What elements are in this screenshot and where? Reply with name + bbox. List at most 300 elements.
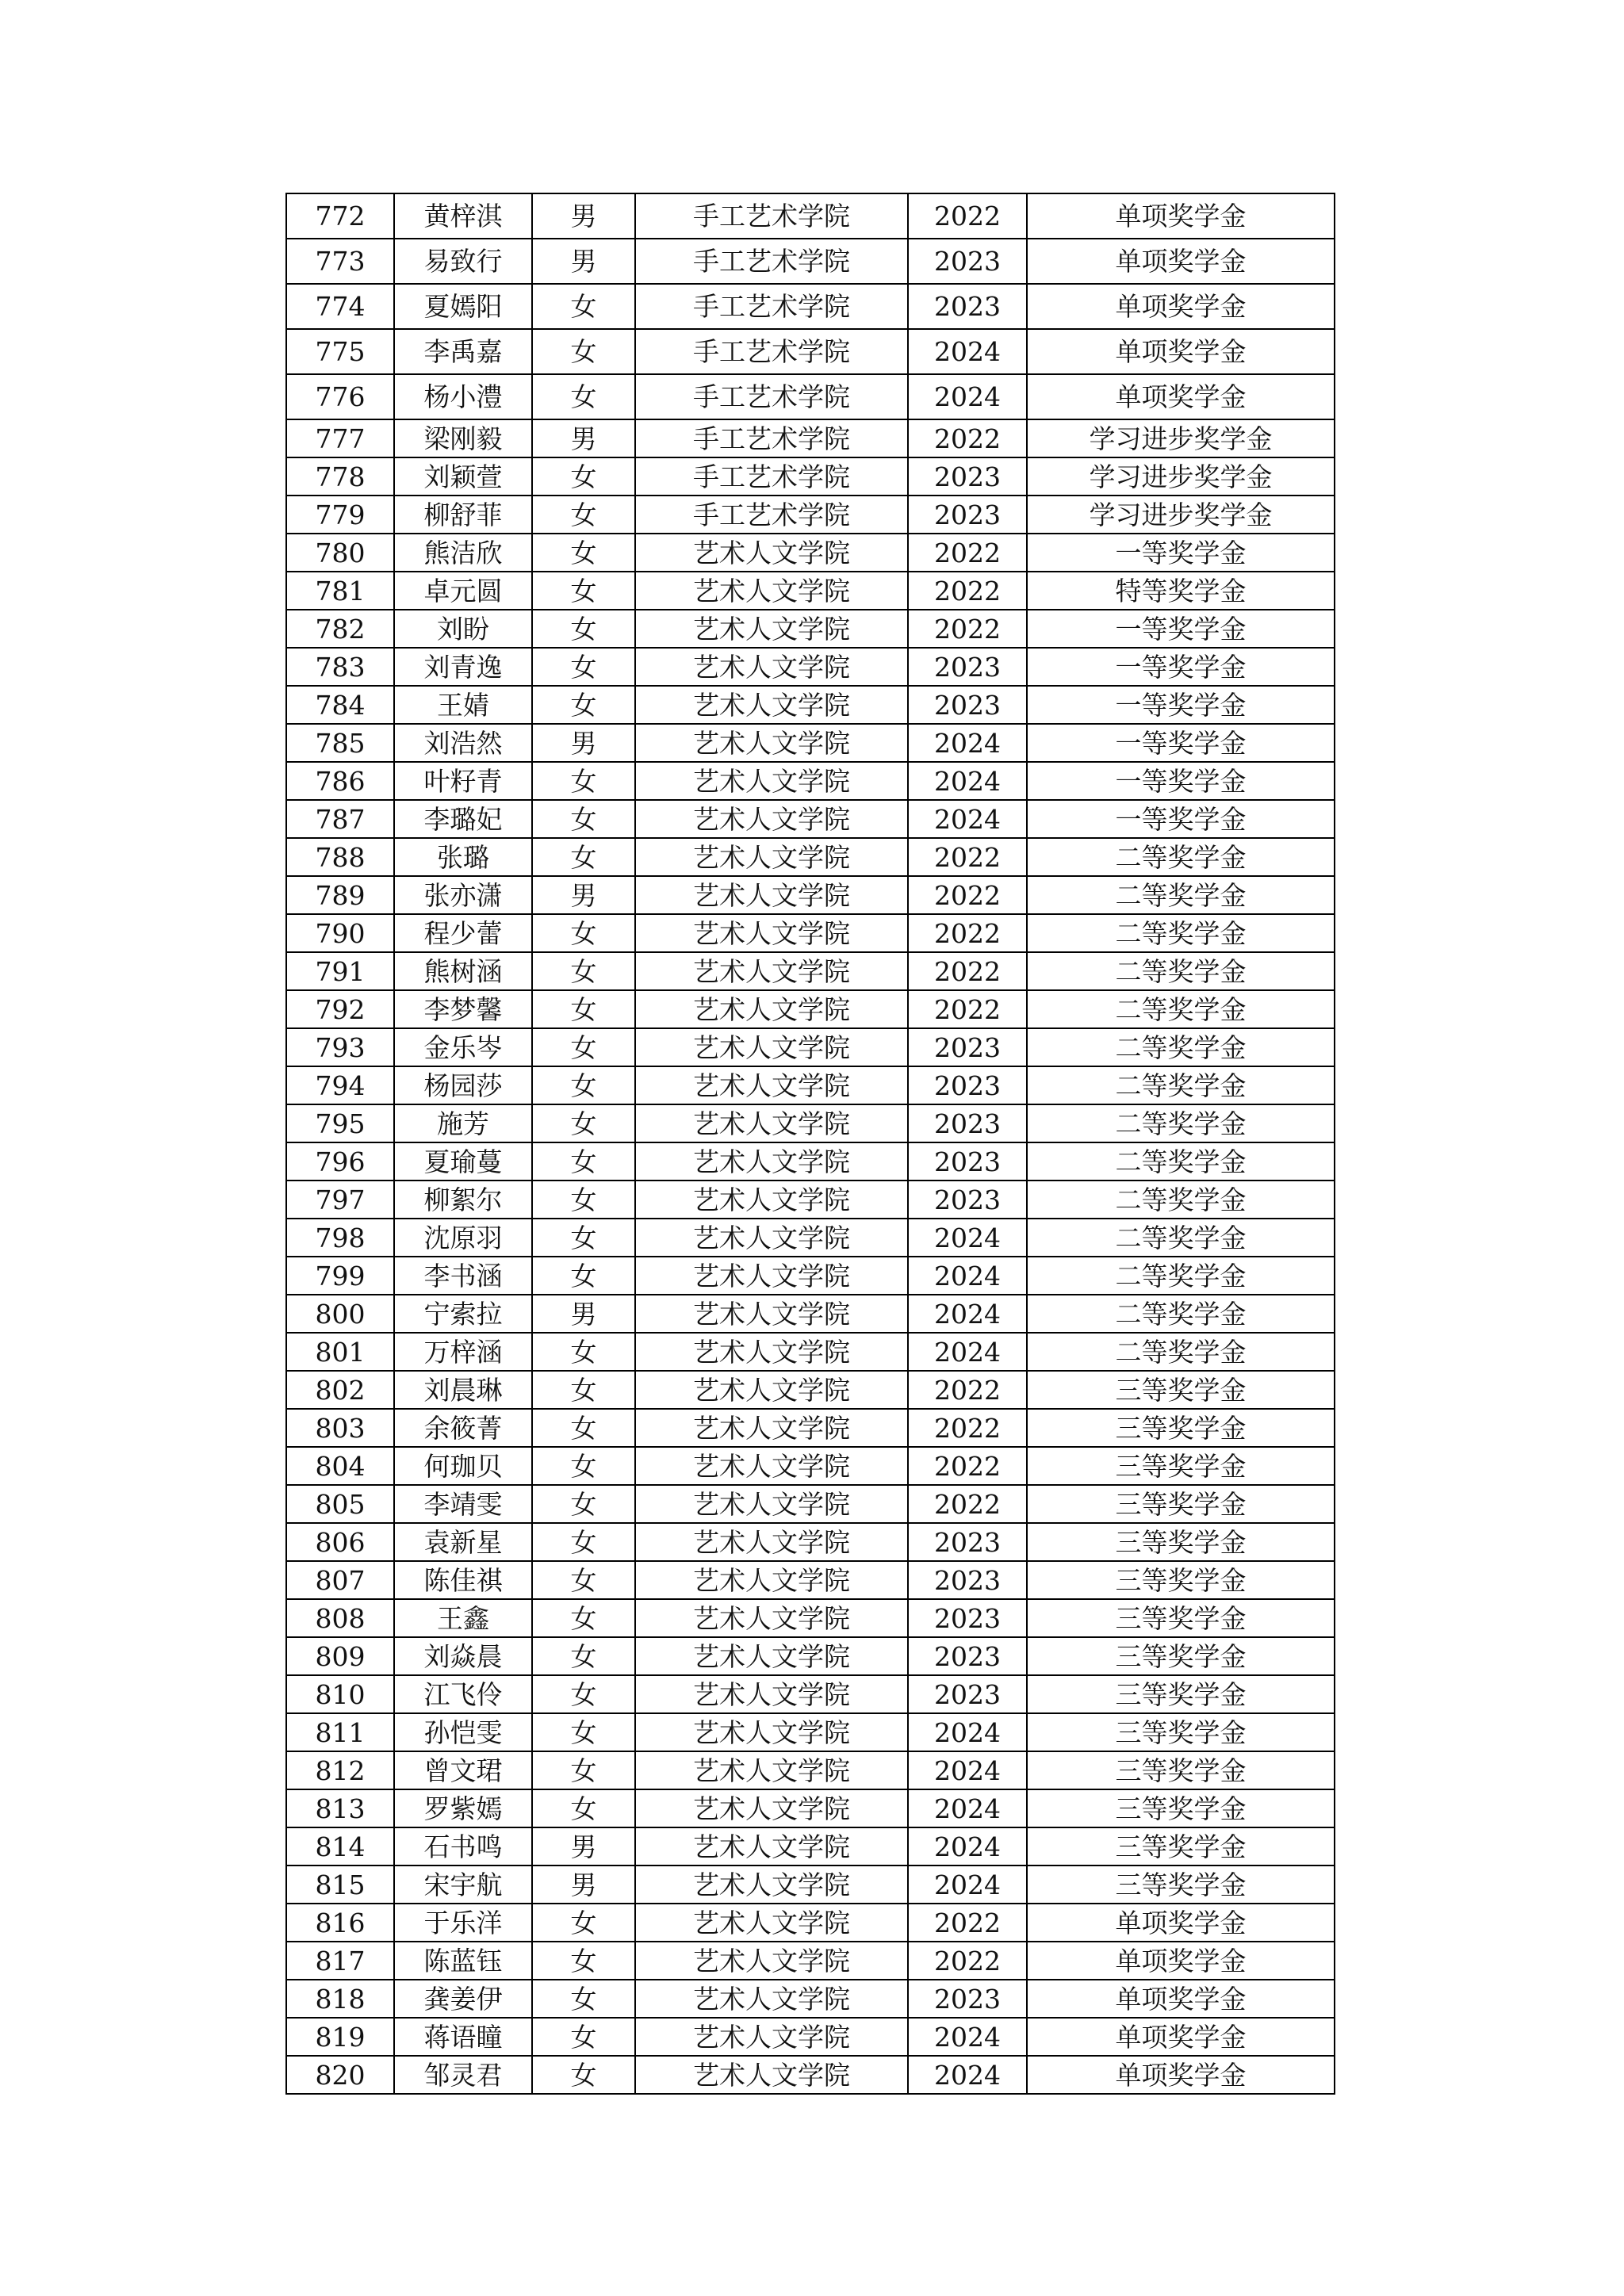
cell-name: 夏瑜蔓: [394, 1142, 532, 1181]
cell-name: 黄梓淇: [394, 193, 532, 239]
cell-year: 2024: [908, 1789, 1027, 1827]
cell-number: 810: [286, 1675, 394, 1713]
cell-year: 2022: [908, 534, 1027, 572]
cell-year: 2023: [908, 1142, 1027, 1181]
cell-number: 796: [286, 1142, 394, 1181]
cell-name: 张璐: [394, 838, 532, 876]
cell-name: 李靖雯: [394, 1485, 532, 1523]
cell-name: 李书涵: [394, 1257, 532, 1295]
cell-gender: 女: [532, 1371, 635, 1409]
cell-number: 814: [286, 1827, 394, 1866]
cell-name: 李璐妃: [394, 800, 532, 838]
cell-name: 程少蕾: [394, 914, 532, 952]
cell-award: 三等奖学金: [1027, 1561, 1335, 1599]
table-row: [286, 1675, 1335, 1713]
cell-number: 812: [286, 1751, 394, 1789]
cell-award: 特等奖学金: [1027, 572, 1335, 610]
cell-year: 2022: [908, 1904, 1027, 1942]
table-row: [286, 572, 1335, 610]
table-row: [286, 1904, 1335, 1942]
table-row: [286, 800, 1335, 838]
cell-gender: 女: [532, 374, 635, 419]
cell-award: 三等奖学金: [1027, 1675, 1335, 1713]
cell-year: 2022: [908, 193, 1027, 239]
cell-college: 艺术人文学院: [635, 1295, 908, 1333]
cell-number: 807: [286, 1561, 394, 1599]
cell-award: 学习进步奖学金: [1027, 496, 1335, 534]
table-row: [286, 1447, 1335, 1485]
table-row: [286, 914, 1335, 952]
cell-year: 2023: [908, 496, 1027, 534]
cell-year: 2022: [908, 1371, 1027, 1409]
cell-college: 艺术人文学院: [635, 1713, 908, 1751]
cell-college: 艺术人文学院: [635, 1561, 908, 1599]
cell-college: 艺术人文学院: [635, 1599, 908, 1637]
cell-name: 李梦馨: [394, 990, 532, 1028]
cell-college: 艺术人文学院: [635, 1333, 908, 1371]
cell-year: 2024: [908, 1713, 1027, 1751]
cell-award: 三等奖学金: [1027, 1409, 1335, 1447]
cell-award: 三等奖学金: [1027, 1637, 1335, 1675]
table-body: [286, 193, 1335, 2094]
cell-gender: 女: [532, 284, 635, 329]
cell-name: 陈佳祺: [394, 1561, 532, 1599]
cell-name: 叶籽青: [394, 762, 532, 800]
cell-gender: 女: [532, 1980, 635, 2018]
cell-gender: 男: [532, 1827, 635, 1866]
cell-gender: 女: [532, 534, 635, 572]
table-row: [286, 1523, 1335, 1561]
cell-college: 艺术人文学院: [635, 1371, 908, 1409]
table-row: [286, 1751, 1335, 1789]
cell-award: 一等奖学金: [1027, 762, 1335, 800]
table-row: [286, 1142, 1335, 1181]
cell-college: 艺术人文学院: [635, 762, 908, 800]
cell-name: 施芳: [394, 1104, 532, 1142]
table-row: [286, 838, 1335, 876]
cell-name: 夏嫣阳: [394, 284, 532, 329]
cell-gender: 女: [532, 1751, 635, 1789]
cell-award: 单项奖学金: [1027, 329, 1335, 374]
cell-number: 779: [286, 496, 394, 534]
cell-year: 2024: [908, 2018, 1027, 2056]
cell-name: 刘晨琳: [394, 1371, 532, 1409]
cell-number: 780: [286, 534, 394, 572]
cell-college: 手工艺术学院: [635, 457, 908, 496]
cell-number: 785: [286, 724, 394, 762]
cell-award: 二等奖学金: [1027, 1181, 1335, 1219]
table-row: [286, 1181, 1335, 1219]
cell-number: 817: [286, 1942, 394, 1980]
table-row: [286, 1637, 1335, 1675]
table-row: [286, 1333, 1335, 1371]
cell-number: 803: [286, 1409, 394, 1447]
cell-number: 798: [286, 1219, 394, 1257]
table-row: [286, 990, 1335, 1028]
cell-award: 二等奖学金: [1027, 1295, 1335, 1333]
cell-year: 2024: [908, 374, 1027, 419]
cell-gender: 女: [532, 1713, 635, 1751]
cell-name: 宁索拉: [394, 1295, 532, 1333]
cell-award: 一等奖学金: [1027, 686, 1335, 724]
cell-college: 艺术人文学院: [635, 1066, 908, 1104]
table-row: [286, 239, 1335, 284]
cell-number: 820: [286, 2056, 394, 2094]
cell-year: 2022: [908, 419, 1027, 457]
cell-college: 艺术人文学院: [635, 1485, 908, 1523]
cell-gender: 女: [532, 1333, 635, 1371]
cell-name: 王婧: [394, 686, 532, 724]
cell-year: 2024: [908, 329, 1027, 374]
scholarship-table: [285, 193, 1335, 2095]
cell-number: 786: [286, 762, 394, 800]
table-row: [286, 1409, 1335, 1447]
cell-college: 艺术人文学院: [635, 648, 908, 686]
cell-year: 2024: [908, 2056, 1027, 2094]
table-row: [286, 1257, 1335, 1295]
table-row: [286, 496, 1335, 534]
cell-college: 艺术人文学院: [635, 1751, 908, 1789]
table-row: [286, 1295, 1335, 1333]
cell-award: 三等奖学金: [1027, 1751, 1335, 1789]
cell-award: 二等奖学金: [1027, 1104, 1335, 1142]
cell-award: 二等奖学金: [1027, 1028, 1335, 1066]
cell-year: 2024: [908, 1219, 1027, 1257]
cell-number: 783: [286, 648, 394, 686]
cell-college: 艺术人文学院: [635, 2056, 908, 2094]
cell-award: 单项奖学金: [1027, 2018, 1335, 2056]
cell-award: 单项奖学金: [1027, 1904, 1335, 1942]
cell-gender: 女: [532, 990, 635, 1028]
cell-number: 793: [286, 1028, 394, 1066]
cell-name: 王鑫: [394, 1599, 532, 1637]
table-row: [286, 686, 1335, 724]
cell-college: 艺术人文学院: [635, 1447, 908, 1485]
cell-name: 万梓涵: [394, 1333, 532, 1371]
cell-year: 2023: [908, 457, 1027, 496]
cell-name: 孙恺雯: [394, 1713, 532, 1751]
cell-year: 2022: [908, 610, 1027, 648]
cell-gender: 女: [532, 1599, 635, 1637]
cell-gender: 男: [532, 193, 635, 239]
cell-college: 艺术人文学院: [635, 876, 908, 914]
cell-gender: 男: [532, 239, 635, 284]
cell-number: 773: [286, 239, 394, 284]
cell-number: 806: [286, 1523, 394, 1561]
table-row: [286, 724, 1335, 762]
cell-college: 手工艺术学院: [635, 239, 908, 284]
cell-year: 2023: [908, 1028, 1027, 1066]
cell-gender: 女: [532, 1104, 635, 1142]
cell-number: 772: [286, 193, 394, 239]
cell-college: 艺术人文学院: [635, 2018, 908, 2056]
cell-number: 809: [286, 1637, 394, 1675]
cell-award: 三等奖学金: [1027, 1713, 1335, 1751]
table-row: [286, 1789, 1335, 1827]
cell-year: 2023: [908, 1181, 1027, 1219]
cell-award: 二等奖学金: [1027, 1142, 1335, 1181]
cell-name: 柳絮尔: [394, 1181, 532, 1219]
cell-award: 单项奖学金: [1027, 239, 1335, 284]
cell-number: 777: [286, 419, 394, 457]
cell-college: 艺术人文学院: [635, 610, 908, 648]
cell-year: 2024: [908, 800, 1027, 838]
cell-gender: 女: [532, 2018, 635, 2056]
cell-year: 2022: [908, 1447, 1027, 1485]
cell-gender: 男: [532, 724, 635, 762]
cell-number: 815: [286, 1866, 394, 1904]
cell-award: 二等奖学金: [1027, 1066, 1335, 1104]
cell-award: 三等奖学金: [1027, 1827, 1335, 1866]
cell-gender: 女: [532, 1789, 635, 1827]
cell-college: 艺术人文学院: [635, 1866, 908, 1904]
table-row: [286, 419, 1335, 457]
cell-name: 于乐洋: [394, 1904, 532, 1942]
table-row: [286, 1942, 1335, 1980]
cell-award: 一等奖学金: [1027, 724, 1335, 762]
cell-college: 手工艺术学院: [635, 419, 908, 457]
cell-number: 811: [286, 1713, 394, 1751]
table-row: [286, 1219, 1335, 1257]
cell-gender: 女: [532, 1523, 635, 1561]
cell-gender: 女: [532, 572, 635, 610]
cell-year: 2024: [908, 762, 1027, 800]
cell-award: 单项奖学金: [1027, 1942, 1335, 1980]
cell-year: 2023: [908, 1523, 1027, 1561]
cell-college: 艺术人文学院: [635, 1409, 908, 1447]
cell-name: 罗紫嫣: [394, 1789, 532, 1827]
cell-award: 单项奖学金: [1027, 193, 1335, 239]
cell-gender: 女: [532, 1447, 635, 1485]
cell-award: 二等奖学金: [1027, 952, 1335, 990]
cell-college: 艺术人文学院: [635, 1257, 908, 1295]
cell-gender: 女: [532, 1181, 635, 1219]
table-row: [286, 1561, 1335, 1599]
cell-award: 三等奖学金: [1027, 1789, 1335, 1827]
cell-college: 艺术人文学院: [635, 1789, 908, 1827]
cell-name: 熊树涵: [394, 952, 532, 990]
cell-number: 782: [286, 610, 394, 648]
table-row: [286, 1713, 1335, 1751]
cell-gender: 女: [532, 1028, 635, 1066]
table-row: [286, 610, 1335, 648]
cell-college: 手工艺术学院: [635, 284, 908, 329]
cell-college: 艺术人文学院: [635, 1028, 908, 1066]
cell-name: 梁刚毅: [394, 419, 532, 457]
cell-year: 2024: [908, 1257, 1027, 1295]
cell-name: 蒋语瞳: [394, 2018, 532, 2056]
table-row: [286, 1485, 1335, 1523]
cell-number: 791: [286, 952, 394, 990]
cell-award: 一等奖学金: [1027, 800, 1335, 838]
cell-year: 2022: [908, 1942, 1027, 1980]
cell-college: 艺术人文学院: [635, 1104, 908, 1142]
cell-award: 一等奖学金: [1027, 648, 1335, 686]
cell-name: 刘焱晨: [394, 1637, 532, 1675]
cell-year: 2023: [908, 686, 1027, 724]
table-row: [286, 876, 1335, 914]
cell-number: 776: [286, 374, 394, 419]
cell-number: 802: [286, 1371, 394, 1409]
cell-college: 手工艺术学院: [635, 374, 908, 419]
cell-year: 2024: [908, 1751, 1027, 1789]
cell-year: 2023: [908, 1561, 1027, 1599]
cell-gender: 女: [532, 1066, 635, 1104]
cell-number: 800: [286, 1295, 394, 1333]
cell-name: 龚姜伊: [394, 1980, 532, 2018]
cell-year: 2022: [908, 876, 1027, 914]
cell-gender: 女: [532, 1219, 635, 1257]
cell-gender: 男: [532, 1295, 635, 1333]
cell-year: 2023: [908, 1637, 1027, 1675]
cell-number: 818: [286, 1980, 394, 2018]
cell-name: 刘青逸: [394, 648, 532, 686]
cell-college: 艺术人文学院: [635, 1980, 908, 2018]
cell-college: 艺术人文学院: [635, 1523, 908, 1561]
cell-award: 三等奖学金: [1027, 1523, 1335, 1561]
cell-name: 刘颖萱: [394, 457, 532, 496]
cell-college: 艺术人文学院: [635, 534, 908, 572]
cell-award: 单项奖学金: [1027, 374, 1335, 419]
cell-college: 艺术人文学院: [635, 1675, 908, 1713]
cell-award: 二等奖学金: [1027, 876, 1335, 914]
cell-number: 774: [286, 284, 394, 329]
cell-year: 2023: [908, 1675, 1027, 1713]
table-row: [286, 1866, 1335, 1904]
cell-gender: 男: [532, 419, 635, 457]
table-row: [286, 534, 1335, 572]
table-row: [286, 1066, 1335, 1104]
cell-name: 熊洁欣: [394, 534, 532, 572]
cell-name: 沈原羽: [394, 1219, 532, 1257]
cell-name: 柳舒菲: [394, 496, 532, 534]
cell-number: 781: [286, 572, 394, 610]
table-row: [286, 1104, 1335, 1142]
cell-gender: 男: [532, 876, 635, 914]
table-row: [286, 374, 1335, 419]
cell-year: 2024: [908, 1866, 1027, 1904]
cell-number: 805: [286, 1485, 394, 1523]
cell-award: 二等奖学金: [1027, 1333, 1335, 1371]
cell-year: 2022: [908, 1409, 1027, 1447]
cell-number: 804: [286, 1447, 394, 1485]
cell-college: 艺术人文学院: [635, 838, 908, 876]
cell-number: 788: [286, 838, 394, 876]
cell-award: 三等奖学金: [1027, 1599, 1335, 1637]
cell-year: 2022: [908, 1485, 1027, 1523]
cell-gender: 女: [532, 952, 635, 990]
cell-year: 2023: [908, 239, 1027, 284]
cell-number: 801: [286, 1333, 394, 1371]
cell-year: 2022: [908, 990, 1027, 1028]
cell-award: 一等奖学金: [1027, 610, 1335, 648]
cell-college: 艺术人文学院: [635, 1637, 908, 1675]
cell-award: 三等奖学金: [1027, 1485, 1335, 1523]
cell-gender: 女: [532, 800, 635, 838]
cell-year: 2023: [908, 1104, 1027, 1142]
cell-year: 2023: [908, 1980, 1027, 2018]
cell-award: 二等奖学金: [1027, 1257, 1335, 1295]
cell-year: 2024: [908, 724, 1027, 762]
cell-gender: 女: [532, 1485, 635, 1523]
cell-number: 808: [286, 1599, 394, 1637]
cell-gender: 女: [532, 457, 635, 496]
cell-college: 手工艺术学院: [635, 496, 908, 534]
cell-name: 宋宇航: [394, 1866, 532, 1904]
cell-name: 曾文珺: [394, 1751, 532, 1789]
cell-award: 三等奖学金: [1027, 1866, 1335, 1904]
cell-name: 易致行: [394, 239, 532, 284]
table-row: [286, 329, 1335, 374]
cell-award: 二等奖学金: [1027, 838, 1335, 876]
cell-award: 二等奖学金: [1027, 990, 1335, 1028]
cell-gender: 女: [532, 762, 635, 800]
cell-name: 江飞伶: [394, 1675, 532, 1713]
cell-college: 艺术人文学院: [635, 990, 908, 1028]
cell-award: 单项奖学金: [1027, 284, 1335, 329]
cell-award: 三等奖学金: [1027, 1447, 1335, 1485]
cell-number: 797: [286, 1181, 394, 1219]
cell-award: 单项奖学金: [1027, 1980, 1335, 2018]
cell-year: 2022: [908, 914, 1027, 952]
cell-college: 艺术人文学院: [635, 1219, 908, 1257]
table-row: [286, 952, 1335, 990]
cell-gender: 女: [532, 1637, 635, 1675]
cell-year: 2024: [908, 1333, 1027, 1371]
table-row: [286, 1028, 1335, 1066]
cell-gender: 女: [532, 1942, 635, 1980]
cell-name: 袁新星: [394, 1523, 532, 1561]
table-row: [286, 457, 1335, 496]
cell-college: 艺术人文学院: [635, 800, 908, 838]
cell-college: 艺术人文学院: [635, 686, 908, 724]
cell-name: 金乐岑: [394, 1028, 532, 1066]
cell-number: 794: [286, 1066, 394, 1104]
cell-number: 813: [286, 1789, 394, 1827]
cell-gender: 女: [532, 1142, 635, 1181]
cell-gender: 女: [532, 496, 635, 534]
cell-award: 二等奖学金: [1027, 1219, 1335, 1257]
cell-college: 艺术人文学院: [635, 1942, 908, 1980]
cell-name: 杨小澧: [394, 374, 532, 419]
cell-gender: 女: [532, 914, 635, 952]
cell-number: 787: [286, 800, 394, 838]
cell-number: 819: [286, 2018, 394, 2056]
cell-number: 778: [286, 457, 394, 496]
cell-name: 陈蓝钰: [394, 1942, 532, 1980]
cell-gender: 女: [532, 329, 635, 374]
cell-award: 三等奖学金: [1027, 1371, 1335, 1409]
cell-gender: 女: [532, 1257, 635, 1295]
cell-number: 784: [286, 686, 394, 724]
cell-year: 2022: [908, 838, 1027, 876]
cell-year: 2022: [908, 952, 1027, 990]
cell-number: 792: [286, 990, 394, 1028]
cell-award: 单项奖学金: [1027, 2056, 1335, 2094]
cell-college: 艺术人文学院: [635, 1142, 908, 1181]
table-row: [286, 284, 1335, 329]
cell-award: 学习进步奖学金: [1027, 457, 1335, 496]
cell-college: 手工艺术学院: [635, 329, 908, 374]
cell-name: 石书鸣: [394, 1827, 532, 1866]
cell-year: 2023: [908, 284, 1027, 329]
cell-gender: 女: [532, 1409, 635, 1447]
cell-college: 艺术人文学院: [635, 724, 908, 762]
cell-gender: 女: [532, 1675, 635, 1713]
cell-year: 2023: [908, 1599, 1027, 1637]
cell-year: 2023: [908, 1066, 1027, 1104]
table-row: [286, 1371, 1335, 1409]
